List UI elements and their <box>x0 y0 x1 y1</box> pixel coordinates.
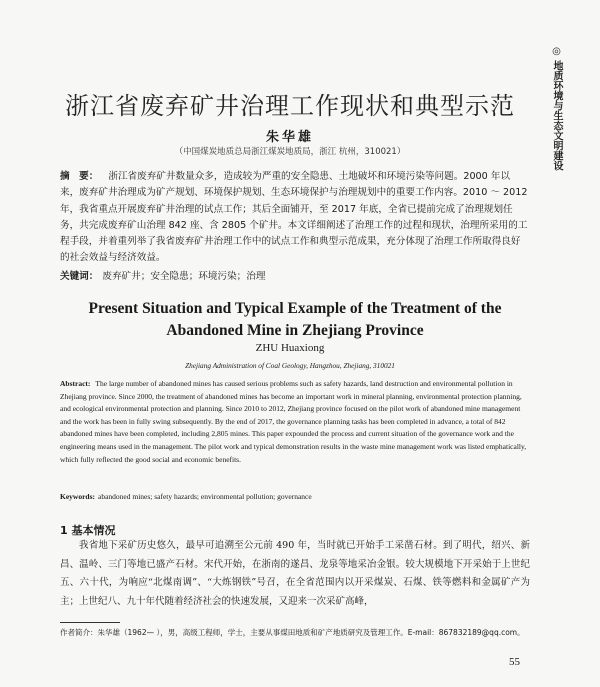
chinese-keywords <box>60 268 528 282</box>
english-keywords-label: Keywords: <box>60 492 95 501</box>
chinese-title: 浙江省废弃矿井治理工作现状和典型示范 <box>65 92 515 120</box>
english-keywords <box>60 492 530 501</box>
chinese-affiliation: （中国煤炭地质总局浙江煤炭地质局，浙江 杭州，310021） <box>174 147 406 157</box>
page-number: 55 <box>509 656 520 668</box>
footnote-divider <box>60 622 120 623</box>
chinese-abstract-text: 浙江省废弃矿井数量众多，造成较为严重的安全隐患、土地破坏和环境污染等问题。2000 年以来，废弃矿井治理成为矿产规划、环境保护规划、生态环境保护与治理规划中的重要工作内容。2010 ～ 2012 年，我省重点开展废弃矿井治理的试点工作；其后全面铺开，至 2017 年底，全省已提前完成了治理规划任务，共完成废弃矿山治理 842 座、含 2805 个矿井。本文详细阐述了治理工作的过程和现状，治理所采用的工程手段，并着重列举了我省废弃矿井治理工作中的试点工作和典型示范成果，充分体现了治理工作所取得良好的社会效益与经济效益。 <box>60 171 528 264</box>
english-author: ZHU Huaxiong <box>255 342 325 354</box>
chinese-author: 朱华雄 <box>265 130 314 145</box>
chinese-keywords-text: 废弃矿井；安全隐患；环境污染；治理 <box>102 271 266 282</box>
circle-icon: ◎ <box>551 46 562 57</box>
english-abstract-text: The large number of abandoned mines has caused serious problems such as safety hazards, land destruction and environmental pollution in Zhejiang province. Since 2000, the treatment of abandoned mines has become an important work in mineral planning, environmental protection planning, and ecological environmental protection and planning. Since 2010 to 2012, Zhejiang province focused on the pilot work of abandoned mine management and the work has been in fully swing subsequently. By the end of 2017, the governance planning tasks has been completed in advance, a total of 842 abandoned mines have been completed, including 2,805 mines. This paper expounded the process and current situation of the governance work and the engineering means used in the management. The pilot work and typical demonstration results in the waste mine management work was listed emphatically, which fully reflected the good social and economic benefits. <box>60 379 527 464</box>
english-abstract <box>60 378 530 466</box>
journal-column-text: 地质环境与生态文明建设 <box>551 60 562 171</box>
chinese-abstract-label: 摘 要： <box>60 171 99 182</box>
english-title: Present Situation and Typical Example of the Treatment of the Abandoned Mine in Zhejiang Province <box>88 300 502 339</box>
english-keywords-text: abandoned mines; safety hazards; environmental pollution; governance <box>98 492 312 501</box>
section-heading: 1 基本情况 <box>60 524 116 537</box>
english-abstract-label: Abstract: <box>60 379 91 388</box>
english-affiliation: Zhejiang Administration of Coal Geology, Hangzhou, Zhejiang, 310021 <box>185 361 395 370</box>
body-paragraph: 我省地下采矿历史悠久，最早可追溯至公元前 490 年，当时就已开始手工采凿石材。到了明代，绍兴、新昌、温岭、三门等地已盛产石材。宋代开始，在浙南的遂昌、龙泉等地采冶金银。较大规模地下开采始于上世纪五、六十代，为响应“北煤南调”、“大炼钢铁”号召，在全省范围内以开采煤炭、石煤、铁等燃料和金属矿产为主；上世纪八、九十年代随着经济社会的快速发展，又迎来一次采矿高峰， <box>60 540 530 607</box>
author-footnote: 作者简介：朱华雄（1962— ），男，高级工程师，学士，主要从事煤田地质和矿产地质研究及管理工作。E-mail：867832189@qq.com。 <box>60 628 525 637</box>
chinese-keywords-label: 关键词： <box>60 271 99 282</box>
chinese-abstract <box>60 169 528 267</box>
